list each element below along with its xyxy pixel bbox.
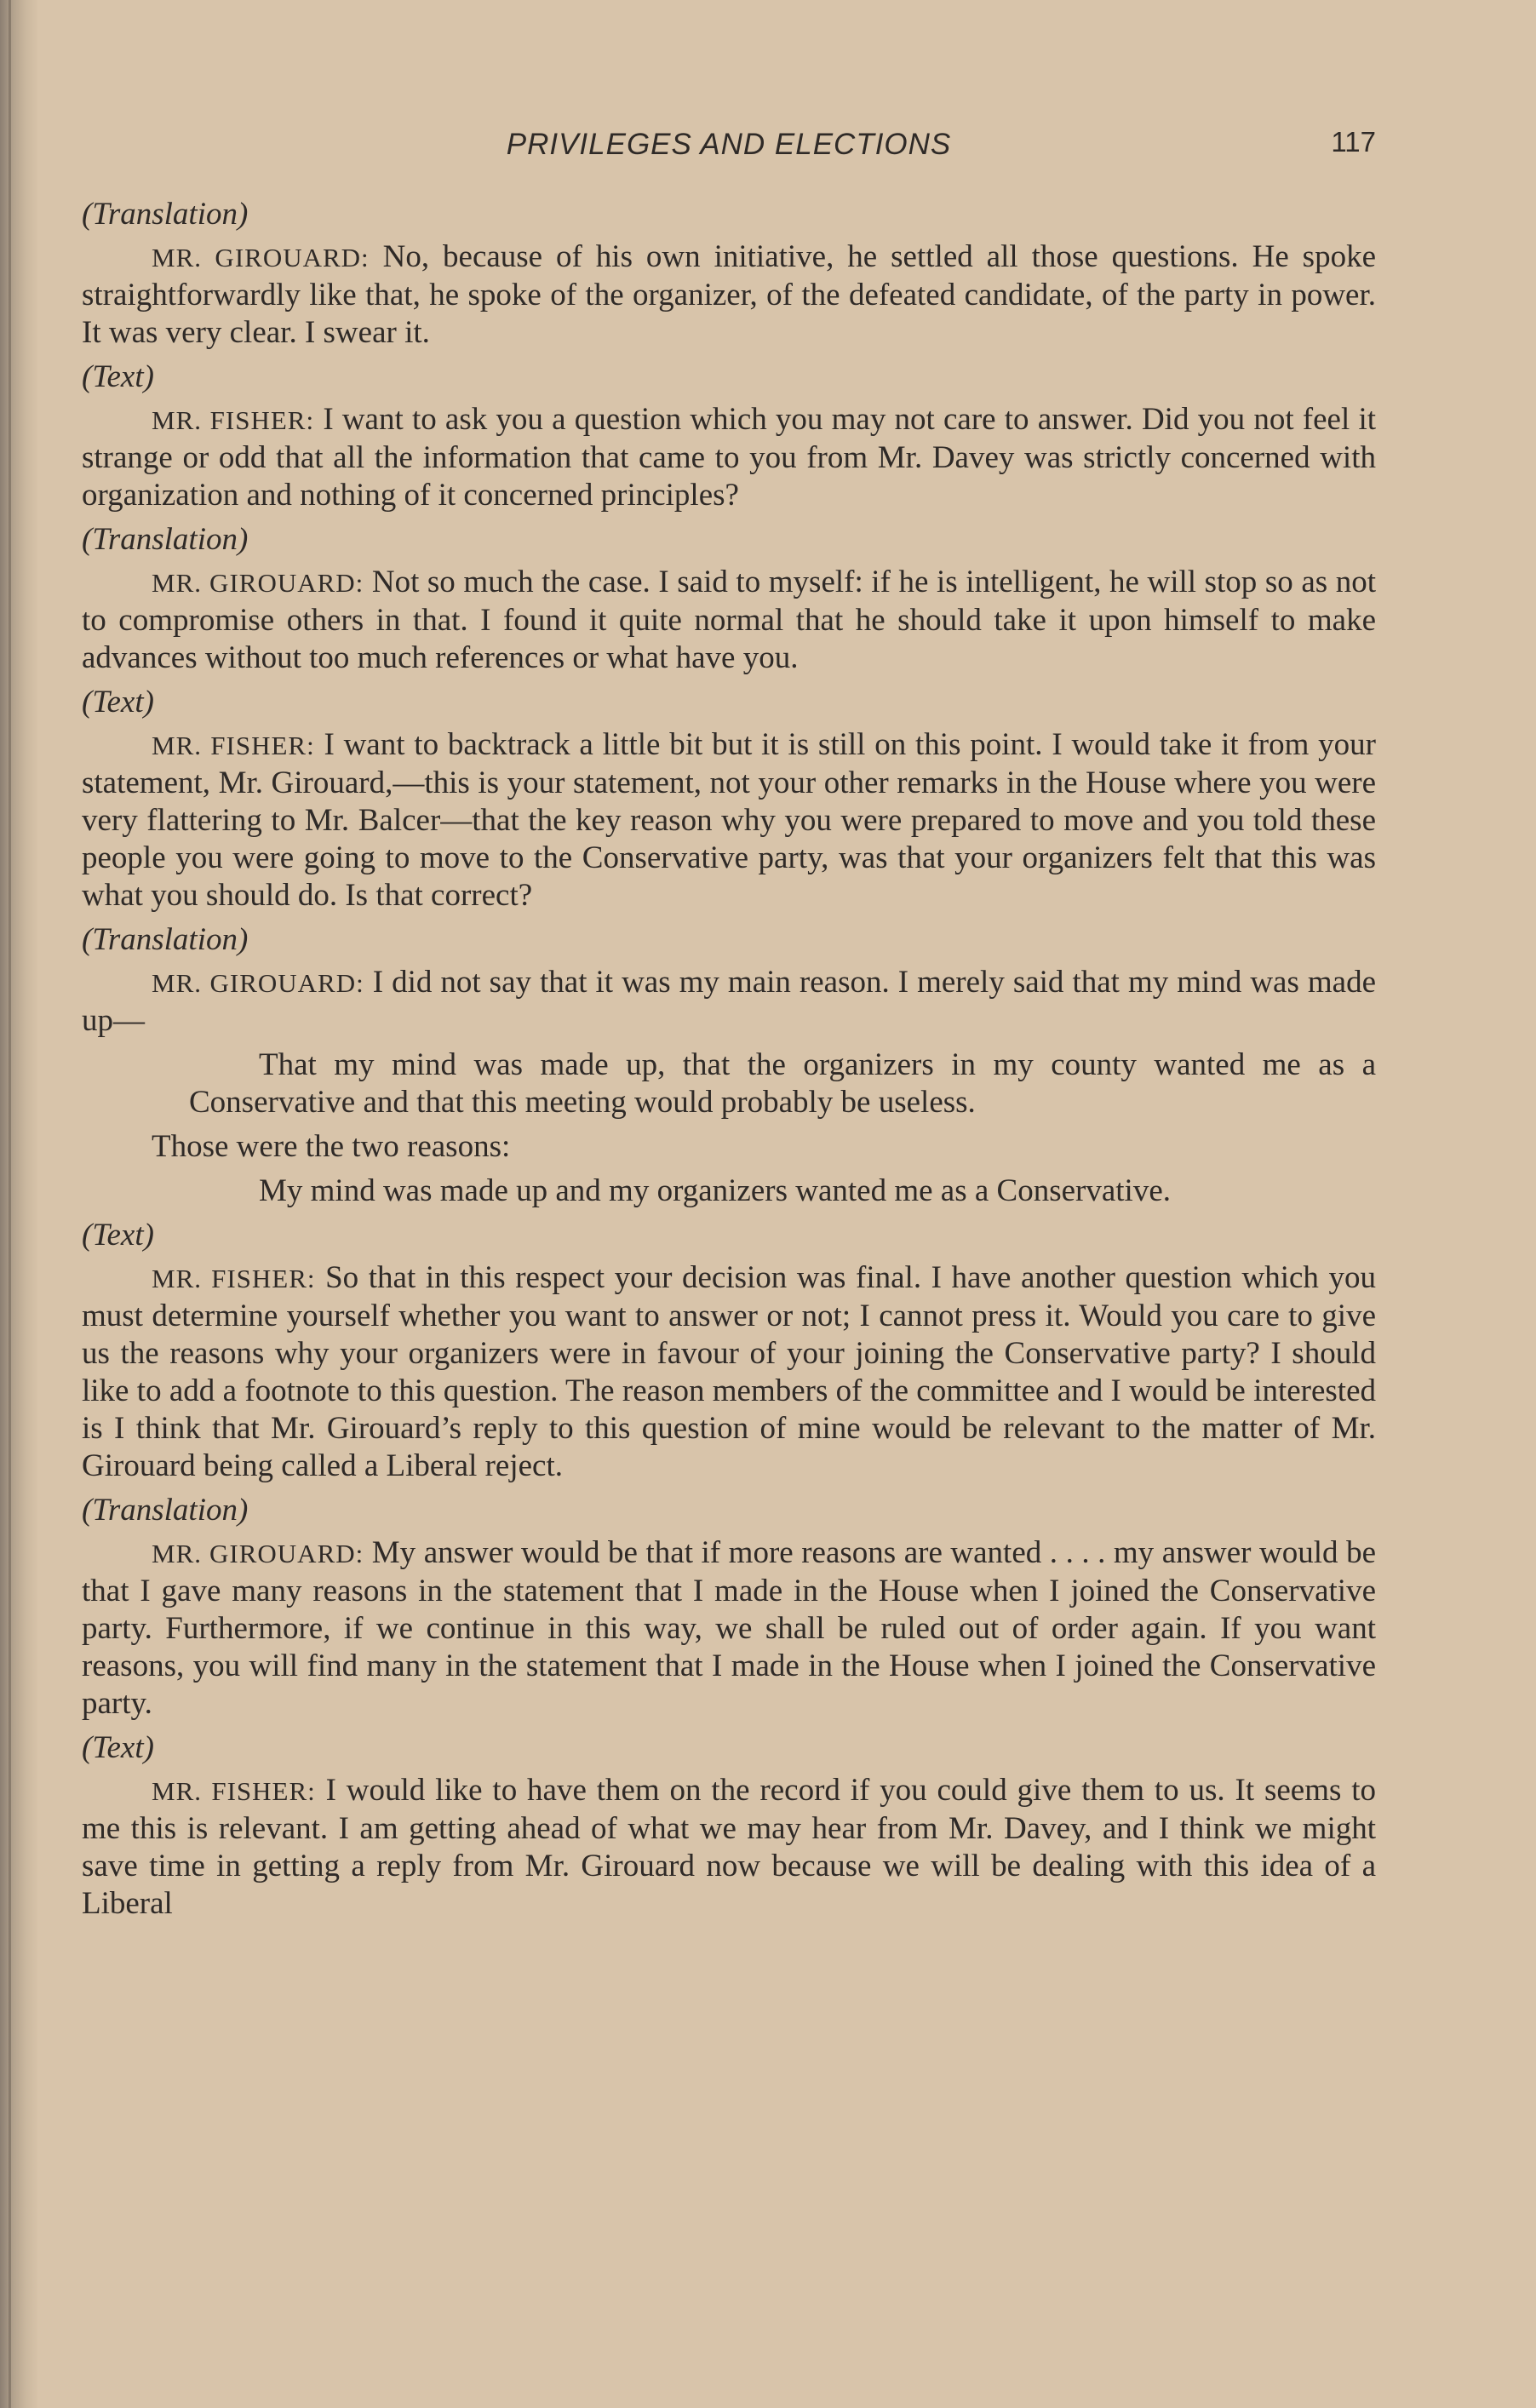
mode-label: (Text) <box>82 685 154 720</box>
paragraph <box>82 726 1376 914</box>
page-number: 117 <box>1331 126 1376 158</box>
speech-text: My answer would be that if more reasons are wanted . . . . my answer would be that I gave many reasons in the statement that I made in the House when I joined the Conservative party. Furthermore, if we continue in this way, we shall be ruled out of order again. If you want reasons, you will find many in the statement that I made in the House when I joined the Conservative party. <box>82 1535 1376 1721</box>
mode-label: (Translation) <box>82 522 249 557</box>
speech-text: Not so much the case. I said to myself: if he is intelligent, he will stop so as not to compromise others in that. I found it quite normal that he should take it upon himself to make advances without too much references or what have you. <box>82 565 1376 675</box>
speech-text: I want to backtrack a little bit but it is still on this point. I would take it from your statement, Mr. Girouard,—this is your statement, not your other remarks in the House where you were very flattering to Mr. Balcer—that the key reason why you were prepared to move and you told these people you were going to move to the Conservative party, was that your organizers felt that this was what you should do. Is that correct? <box>82 727 1376 913</box>
mode-label: (Translation) <box>82 922 249 957</box>
speech-text: So that in this respect your decision was final. I have another question which you must determine yourself whether you want to answer or not; I cannot press it. Would you care to give us the reasons why your organizers were in favour of your joining the Conservative party? I should like to add a footnote to this question. The reason members of the committee and I would be interested is I think that Mr. Girouard’s reply to this question of mine would be relevant to the matter of Mr. Girouard being called a Liberal reject. <box>82 1260 1376 1483</box>
paragraph <box>82 1534 1376 1723</box>
speech-text: No, because of his own initiative, he settled all those questions. He spoke straightforwardly like that, he spoke of the organizer, of the defeated candidate, of the party in power. It was very clear. I swear it. <box>82 239 1377 350</box>
paragraph <box>82 1772 1376 1923</box>
paragraph: Those were the two reasons: <box>152 1129 511 1164</box>
speech-text: I want to ask you a question which you may not care to answer. Did you not feel it strange or odd that all the information that came to you from Mr. Davey was strictly concerned with organization and nothing of it concerned principles? <box>82 402 1376 513</box>
speaker-name: MR. FISHER: <box>152 405 315 435</box>
page <box>82 119 1376 1929</box>
running-head: PRIVILEGES AND ELECTIONS <box>506 128 952 161</box>
mode-label: (Text) <box>82 1730 154 1765</box>
speaker-name: MR. GIROUARD: <box>152 568 364 598</box>
speaker-name: MR. FISHER: <box>152 1264 316 1293</box>
mode-label: (Translation) <box>82 197 249 232</box>
page-header <box>82 119 1376 170</box>
transcript-body <box>82 196 1376 1923</box>
paragraph <box>82 1259 1376 1485</box>
binding-line <box>9 0 11 2408</box>
speaker-name: MR. GIROUARD: <box>152 243 370 272</box>
speaker-name: MR. GIROUARD: <box>152 1539 364 1568</box>
speaker-name: MR. FISHER: <box>152 731 315 760</box>
block-quote: That my mind was made up, that the organizers in my county wanted me as a Conservative and that this meeting would probably be useless. <box>189 1047 1376 1120</box>
speaker-name: MR. FISHER: <box>152 1776 316 1806</box>
speech-text: I did not say that it was my main reason. I merely said that my mind was made up— <box>82 965 1376 1038</box>
mode-label: (Translation) <box>82 1493 249 1528</box>
block-quote: My mind was made up and my organizers wanted me as a Conservative. <box>259 1173 1172 1208</box>
mode-label: (Text) <box>82 359 154 394</box>
book-spine-shadow <box>0 0 37 2408</box>
speaker-name: MR. GIROUARD: <box>152 968 364 998</box>
paragraph <box>82 238 1376 352</box>
paragraph <box>82 401 1376 514</box>
speech-text: I would like to have them on the record if you could give them to us. It seems to me this is relevant. I am getting ahead of what we may hear from Mr. Davey, and I think we might save time in getting a reply from Mr. Girouard now because we will be dealing with this idea of a Liberal <box>82 1773 1376 1921</box>
mode-label: (Text) <box>82 1218 154 1253</box>
paragraph <box>82 564 1376 677</box>
paragraph <box>82 964 1376 1040</box>
